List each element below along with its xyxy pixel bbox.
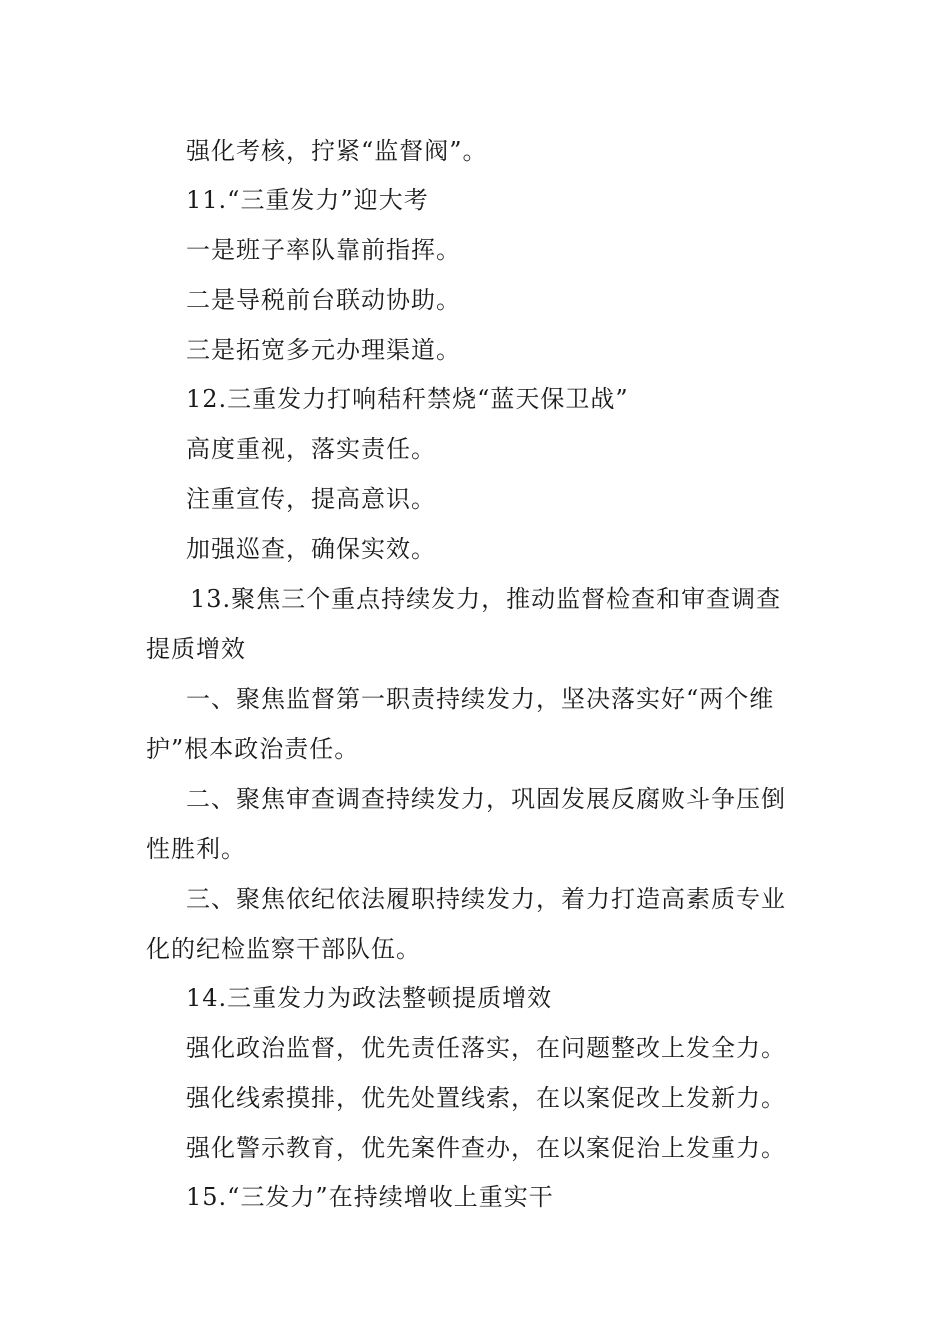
paragraph-line: 注重宣传，提高意识。 [186, 485, 436, 513]
paragraph-line: 护”根本政治责任。 [146, 735, 360, 763]
paragraph-line: 加强巡查，确保实效。 [186, 535, 436, 563]
section-heading-14: 14.三重发力为政法整顿提质增效 [186, 984, 553, 1012]
paragraph-line: 二、聚焦审查调查持续发力，巩固发展反腐败斗争压倒 [186, 785, 786, 813]
paragraph-line: 强化线索摸排，优先处置线索，在以案促改上发新力。 [186, 1084, 786, 1112]
paragraph-line: 一是班子率队靠前指挥。 [186, 236, 461, 264]
paragraph-line: 二是导税前台联动协助。 [186, 286, 461, 314]
paragraph-line: 强化警示教育，优先案件查办，在以案促治上发重力。 [186, 1134, 786, 1162]
section-heading-13: 13.聚焦三个重点持续发力，推动监督检查和审查调查 [190, 585, 782, 613]
paragraph-line: 三是拓宽多元办理渠道。 [186, 336, 461, 364]
paragraph-line: 三、聚焦依纪依法履职持续发力，着力打造高素质专业 [186, 885, 786, 913]
paragraph-line: 一、聚焦监督第一职责持续发力，坚决落实好“两个维 [186, 685, 775, 713]
paragraph-line: 性胜利。 [146, 835, 246, 863]
section-heading-15: 15.“三发力”在持续增收上重实干 [186, 1183, 554, 1211]
section-heading-11: 11.“三重发力”迎大考 [186, 186, 429, 214]
paragraph-line: 化的纪检监察干部队伍。 [146, 935, 421, 963]
section-heading-12: 12.三重发力打响秸秆禁烧“蓝天保卫战” [186, 385, 629, 413]
paragraph-line: 高度重视，落实责任。 [186, 435, 436, 463]
section-heading-13-continued: 提质增效 [146, 635, 246, 663]
paragraph-line: 强化考核，拧紧“监督阀”。 [186, 137, 488, 165]
paragraph-line: 强化政治监督，优先责任落实，在问题整改上发全力。 [186, 1034, 786, 1062]
